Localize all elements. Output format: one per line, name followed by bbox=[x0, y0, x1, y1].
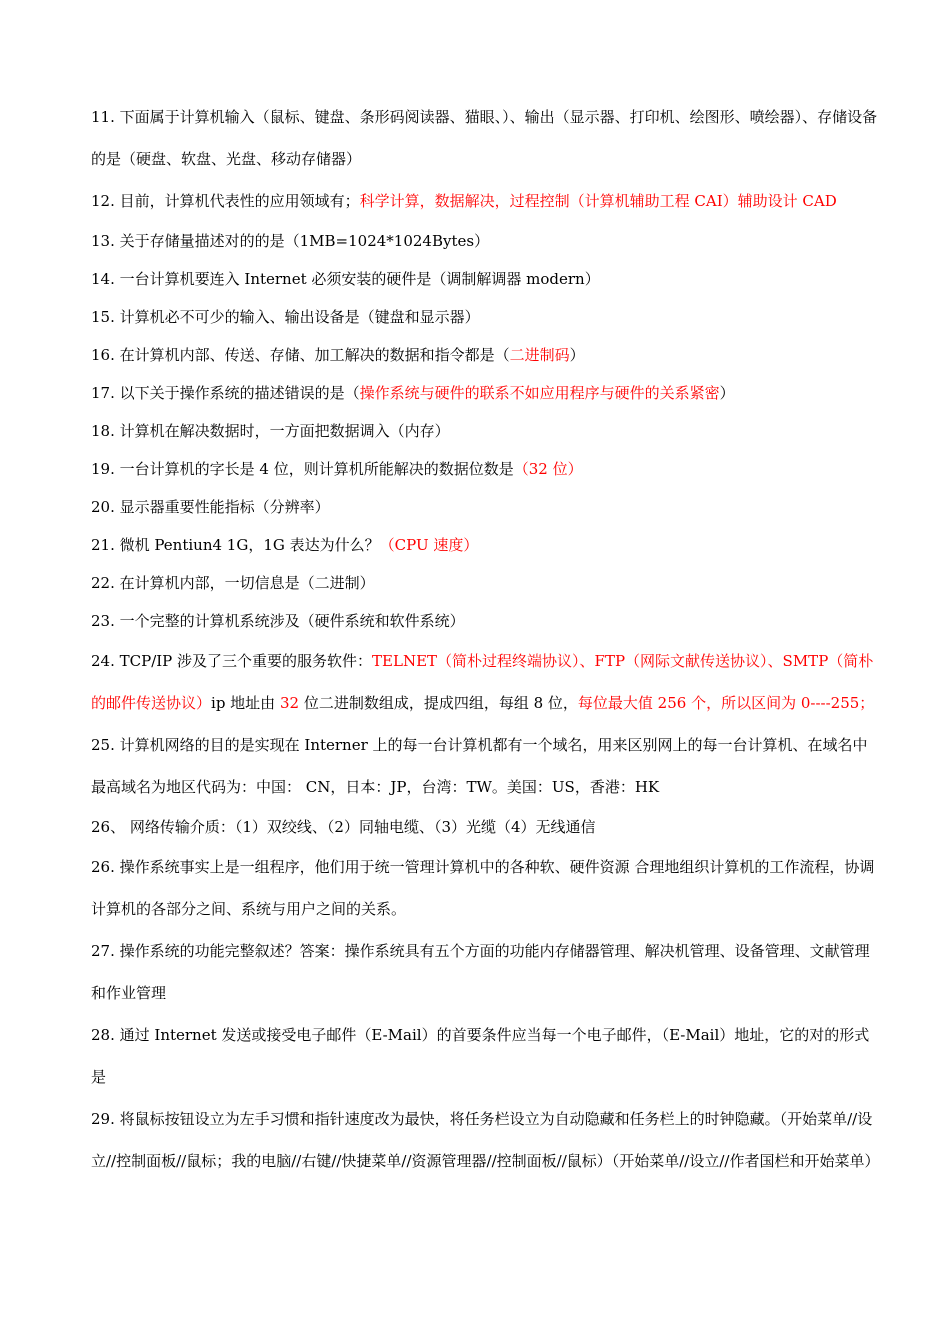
question-text: 13. 关于存储量描述对的的是（1MB=1024*1024Bytes） bbox=[91, 232, 490, 250]
paragraph-q25 bbox=[91, 724, 881, 808]
question-text: 15. 计算机必不可少的输入、输出设备是（键盘和显示器） bbox=[91, 308, 480, 326]
question-text: 位二进制数组成，提成四组，每组 8 位， bbox=[299, 694, 578, 712]
highlighted-answer-text: 32 bbox=[279, 694, 300, 712]
question-text: 27. 操作系统的功能完整叙述？答案：操作系统具有五个方面的功能内存储器管理、解决机管理、设备管理、文献管理和作业管理 bbox=[91, 942, 870, 1002]
paragraph-q16 bbox=[91, 336, 881, 374]
question-text: 25. 计算机网络的目的是实现在 Interner 上的每一台计算机都有一个域名，用来区别网上的每一台计算机、在域名中最高域名为地区代码为：中国： CN，日本：JP，台湾：TW。美国：US，香港：HK bbox=[91, 736, 868, 796]
paragraph-q15 bbox=[91, 298, 881, 336]
question-text: 12. 目前，计算机代表性的应用领域有； bbox=[91, 192, 360, 210]
question-text: 16. 在计算机内部、传送、存储、加工解决的数据和指令都是（ bbox=[91, 346, 510, 364]
document-body bbox=[91, 96, 881, 1182]
highlighted-answer-text: （32 位） bbox=[513, 460, 583, 478]
paragraph-q18 bbox=[91, 412, 881, 450]
highlighted-answer-text: 操作系统与硬件的联系不如应用程序与硬件的关系紧密 bbox=[359, 384, 720, 402]
paragraph-q19 bbox=[91, 450, 881, 488]
paragraph-q29 bbox=[91, 1098, 881, 1182]
paragraph-q24 bbox=[91, 640, 881, 724]
question-text: ） bbox=[719, 384, 735, 402]
paragraph-q28 bbox=[91, 1014, 881, 1098]
question-text: 17. 以下关于操作系统的描述错误的是（ bbox=[91, 384, 360, 402]
paragraph-q13 bbox=[91, 222, 881, 260]
question-text: 22. 在计算机内部，一切信息是（二进制） bbox=[91, 574, 375, 592]
question-text: 24. TCP/IP 涉及了三个重要的服务软件： bbox=[91, 652, 373, 670]
question-text: 26、 网络传输介质：（1）双绞线、（2）同轴电缆、（3）光缆（4）无线通信 bbox=[91, 818, 596, 836]
question-text: 18. 计算机在解决数据时，一方面把数据调入（内存） bbox=[91, 422, 450, 440]
paragraph-q26b bbox=[91, 846, 881, 930]
question-text: 26. 操作系统事实上是一组程序，他们用于统一管理计算机中的各种软、硬件资源 合理地组织计算机的工作流程，协调计算机的各部分之间、系统与用户之间的关系。 bbox=[91, 858, 875, 918]
highlighted-answer-text: （CPU 速度） bbox=[379, 536, 479, 554]
question-text: 29. 将鼠标按钮设立为左手习惯和指针速度改为最快，将任务栏设立为自动隐藏和任务栏上的时钟隐藏。（开始菜单//设立//控制面板//鼠标；我的电脑//右键//快捷菜单//资源管理器//控制面板//鼠标）（开始菜单//设立//作者国栏和开始菜单） bbox=[91, 1110, 880, 1170]
question-text: ） bbox=[569, 346, 585, 364]
question-text: 23. 一个完整的计算机系统涉及（硬件系统和软件系统） bbox=[91, 612, 465, 630]
question-text: 14. 一台计算机要连入 Internet 必须安装的硬件是（调制解调器 modern） bbox=[91, 270, 600, 288]
question-text: ip 地址由 bbox=[211, 694, 280, 712]
question-text: 19. 一台计算机的字长是 4 位，则计算机所能解决的数据位数是 bbox=[91, 460, 514, 478]
paragraph-q21 bbox=[91, 526, 881, 564]
paragraph-q20 bbox=[91, 488, 881, 526]
question-text: 11. 下面属于计算机输入（鼠标、键盘、条形码阅读器、猫眼、）、输出（显示器、打印机、绘图形、喷绘器）、存储设备的是（硬盘、软盘、光盘、移动存储器） bbox=[91, 108, 878, 168]
paragraph-q12 bbox=[91, 180, 881, 222]
question-text: 20. 显示器重要性能指标（分辨率） bbox=[91, 498, 330, 516]
paragraph-q17 bbox=[91, 374, 881, 412]
question-text: 28. 通过 Internet 发送或接受电子邮件（E-Mail）的首要条件应当每一个电子邮件，（E-Mail）地址，它的对的形式是 bbox=[91, 1026, 870, 1086]
question-text: 21. 微机 Pentiun4 1G，1G 表达为什么？ bbox=[91, 536, 380, 554]
paragraph-q14 bbox=[91, 260, 881, 298]
highlighted-answer-text: 每位最大值 256 个，所以区间为 0----255； bbox=[577, 694, 875, 712]
paragraph-q11 bbox=[91, 96, 881, 180]
paragraph-q23 bbox=[91, 602, 881, 640]
paragraph-q22 bbox=[91, 564, 881, 602]
highlighted-answer-text: 科学计算，数据解决，过程控制（计算机辅助工程 CAI）辅助设计 CAD bbox=[359, 192, 837, 210]
highlighted-answer-text: 二进制码 bbox=[509, 346, 570, 364]
highlighted-answer-text: TELNET（简朴过程终端协议）、FTP（网际文献传送协议）、SMTP（简朴的邮件传送协议） bbox=[91, 652, 874, 712]
paragraph-q26a bbox=[91, 808, 881, 846]
paragraph-q27 bbox=[91, 930, 881, 1014]
